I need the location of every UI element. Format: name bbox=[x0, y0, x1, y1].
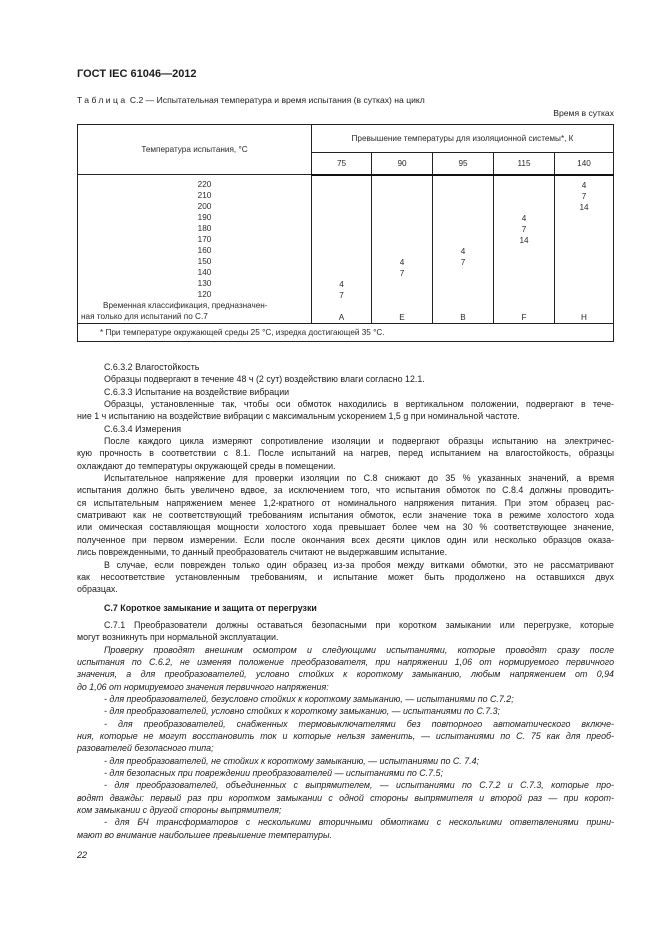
text-line: как несоответствие установленным требованиям, и испытание может быть продолжено на оставшихся двух bbox=[77, 571, 614, 582]
text-line: С.6.3.2 Влагостойкость bbox=[104, 362, 200, 372]
paragraph bbox=[77, 398, 614, 423]
paragraph bbox=[77, 435, 614, 472]
text-line: ния, которые не могут восстановить ток и которые нельзя заменить, — испытаниями по С. 75 как для преоб- bbox=[77, 730, 614, 741]
text-line: Образцы, установленные так, чтобы оси обмоток находились в вертикальном положении, подвергают в тече- bbox=[104, 399, 614, 410]
days-values: 4 7 bbox=[460, 246, 466, 267]
section-heading bbox=[77, 602, 614, 614]
text-line: водят дважды: первый раз при коротком замыкании с одной стороны выпрямителя и второй раз — при корот- bbox=[77, 792, 614, 803]
table-units: Время в сутках bbox=[553, 108, 614, 118]
paragraph bbox=[77, 718, 614, 755]
text-line: сматривают как не соответствующий требованиям испытания обмоток, если значение тока в режиме холостого хода bbox=[77, 510, 614, 521]
paragraph bbox=[77, 779, 614, 816]
table-cell-75 bbox=[312, 175, 372, 324]
table-cell-115 bbox=[494, 175, 555, 324]
text-line: ком замыкании с другой стороны выпрямителя; bbox=[77, 805, 282, 816]
text-line: или омическая составляющая мощности холостого хода превышает более чем на 30 % соответствующее значение, bbox=[77, 522, 614, 533]
class-letter: B bbox=[460, 312, 466, 322]
paragraph bbox=[77, 693, 614, 705]
text-line: образцах. bbox=[77, 584, 118, 595]
paragraph bbox=[77, 373, 614, 385]
paragraph bbox=[77, 816, 614, 841]
text-line: разователей безопасного типа; bbox=[77, 743, 214, 754]
text-line: испытания по С.6.2, не изменяя положение преобразователя, при напряжении 1,06 от нормируемого первичного bbox=[77, 656, 614, 667]
text-line: испытания должно быть увеличено вдвое, за исключением того, что испытания обмоток по С.8.4 должны проводить- bbox=[77, 485, 614, 496]
class-letter: E bbox=[399, 312, 405, 322]
text-line: В случае, если поврежден только один образец из-за пробоя между витками обмотки, это не рассматривают bbox=[104, 559, 614, 570]
text-line: - для преобразователей, объединенных с выпрямителем, — испытаниями по С.7.2 и С.7.3, которые про- bbox=[104, 780, 614, 791]
col-header-95: 95 bbox=[433, 153, 494, 175]
text-line: - для безопасных при повреждении преобразователей — испытаниями по С.7.5; bbox=[104, 768, 443, 778]
col-group-header: Превышение температуры для изоляционной системы*, К bbox=[312, 125, 614, 153]
days-values: 4 7 14 bbox=[579, 180, 589, 212]
text-line: С.7.1 Преобразователи должны оставаться безопасными при коротком замыкании или перегрузке, которые bbox=[104, 619, 614, 630]
text-line: значения, а для преобразователей, условно стойких к короткому замыканию, любым напряжением от 0,94 bbox=[77, 669, 614, 680]
class-letter: A bbox=[338, 312, 345, 322]
paragraph bbox=[77, 423, 614, 435]
text-line: - для преобразователей, безусловно стойких к короткому замыканию, — испытаниями по С.7.2; bbox=[104, 693, 514, 704]
col-header-temperature: Температура испытания, °С bbox=[78, 125, 312, 175]
col-header-75: 75 bbox=[312, 153, 372, 175]
text-line: С.7 Короткое замыкание и защита от перегрузки bbox=[104, 602, 317, 613]
paragraph bbox=[77, 767, 614, 779]
paragraph bbox=[77, 559, 614, 596]
test-temperature-table bbox=[77, 124, 614, 342]
table-cell-90 bbox=[372, 175, 433, 324]
table-caption-word: Таблица bbox=[77, 95, 128, 105]
table-cell-95 bbox=[433, 175, 494, 324]
text-line: мают во внимание наибольшее превышение температуры. bbox=[77, 829, 332, 840]
col-header-90: 90 bbox=[372, 153, 433, 175]
paragraph bbox=[77, 644, 614, 693]
text-line: Испытательное напряжение для проверки изоляции по С.8 снижают до 35 % указанных значений, а время bbox=[104, 473, 614, 484]
text-line: Проверку проводят внешним осмотром и следующими испытаниями, которые проводят сразу после bbox=[104, 644, 614, 655]
page-number: 22 bbox=[77, 850, 88, 860]
days-values: 4 7 bbox=[399, 257, 405, 278]
text-line: С.6.3.3 Испытание на воздействие вибрации bbox=[104, 386, 290, 397]
class-letter: F bbox=[521, 312, 527, 322]
table-caption bbox=[77, 95, 425, 105]
temperature-values: 220 210 200 190 180 170 160 150 140 130 120 bbox=[197, 180, 212, 299]
text-line: могут возникнуть при нормальной эксплуатации. bbox=[77, 632, 279, 643]
text-line: ся испытательным напряжением менее 1,2-кратного от номинального напряжения питания. При этом образец рас- bbox=[77, 497, 614, 508]
table-cell-140 bbox=[555, 175, 614, 324]
text-line: - для БЧ трансформаторов с несколькими вторичными обмотками с несколькими ответвлениями прини- bbox=[104, 817, 614, 828]
table-footnote: * При температуре окружающей среды 25 °С, изредка достигающей 35 °С. bbox=[78, 323, 614, 341]
text-line: - для преобразователей, не стойких к короткому замыканию, — испытаниями по С. 7.4; bbox=[104, 755, 480, 766]
class-letter: H bbox=[581, 312, 587, 322]
paragraph bbox=[77, 361, 614, 373]
text-line: ние 1 ч испытанию на воздействие вибрации с максимальным ускорением 1,5 g при номинальной частоте. bbox=[77, 411, 520, 422]
text-line: После каждого цикла измеряют сопротивление изоляции и подвергают образцы испытанию на электричес- bbox=[104, 436, 614, 447]
text-line: - для преобразователей, условно стойких к короткому замыканию, — испытаниями по С.7.3; bbox=[104, 706, 500, 717]
text-line: кую прочность в соответствии с 8.1. После испытаний на нагрев, перед испытанием на влагостойкость, образцы bbox=[77, 448, 614, 459]
text-line: лись поврежденными, то данный преобразователь считают не выдержавшим испытание. bbox=[77, 547, 448, 558]
text-line: - для преобразователей, снабженных термовыключателями без повторного автоматического включе- bbox=[104, 718, 614, 729]
paragraph bbox=[77, 755, 614, 767]
body-text bbox=[77, 361, 614, 841]
paragraph bbox=[77, 619, 614, 644]
paragraph bbox=[77, 472, 614, 558]
paragraph bbox=[77, 705, 614, 717]
text-line: С.6.3.4 Измерения bbox=[104, 423, 182, 434]
document-header: ГОСТ IEC 61046—2012 bbox=[77, 68, 197, 80]
text-line: до 1,06 от нормируемого значения первичного напряжения: bbox=[77, 681, 329, 692]
paragraph bbox=[77, 386, 614, 398]
days-values: 4 7 bbox=[339, 279, 344, 300]
days-values: 4 7 14 bbox=[519, 213, 529, 245]
col-header-115: 115 bbox=[494, 153, 555, 175]
text-line: Образцы подвергают в течение 48 ч (2 сут) воздействию влаги согласно 12.1. bbox=[104, 374, 425, 385]
text-line: охлаждают до температуры окружающей среды в помещении. bbox=[77, 460, 336, 471]
col-header-140: 140 bbox=[555, 153, 614, 175]
table-caption-text: С.2 — Испытательная температура и время испытания (в сутках) на цикл bbox=[129, 95, 425, 105]
table-cell-temperatures bbox=[78, 175, 312, 324]
text-line: полученное при первом измерении. Если после окончания всех десяти циклов один или несколько образцов оказа- bbox=[77, 534, 614, 545]
classification-label: Временная классификация, предназначен- ная только для испытаний по С.7 bbox=[81, 301, 268, 321]
